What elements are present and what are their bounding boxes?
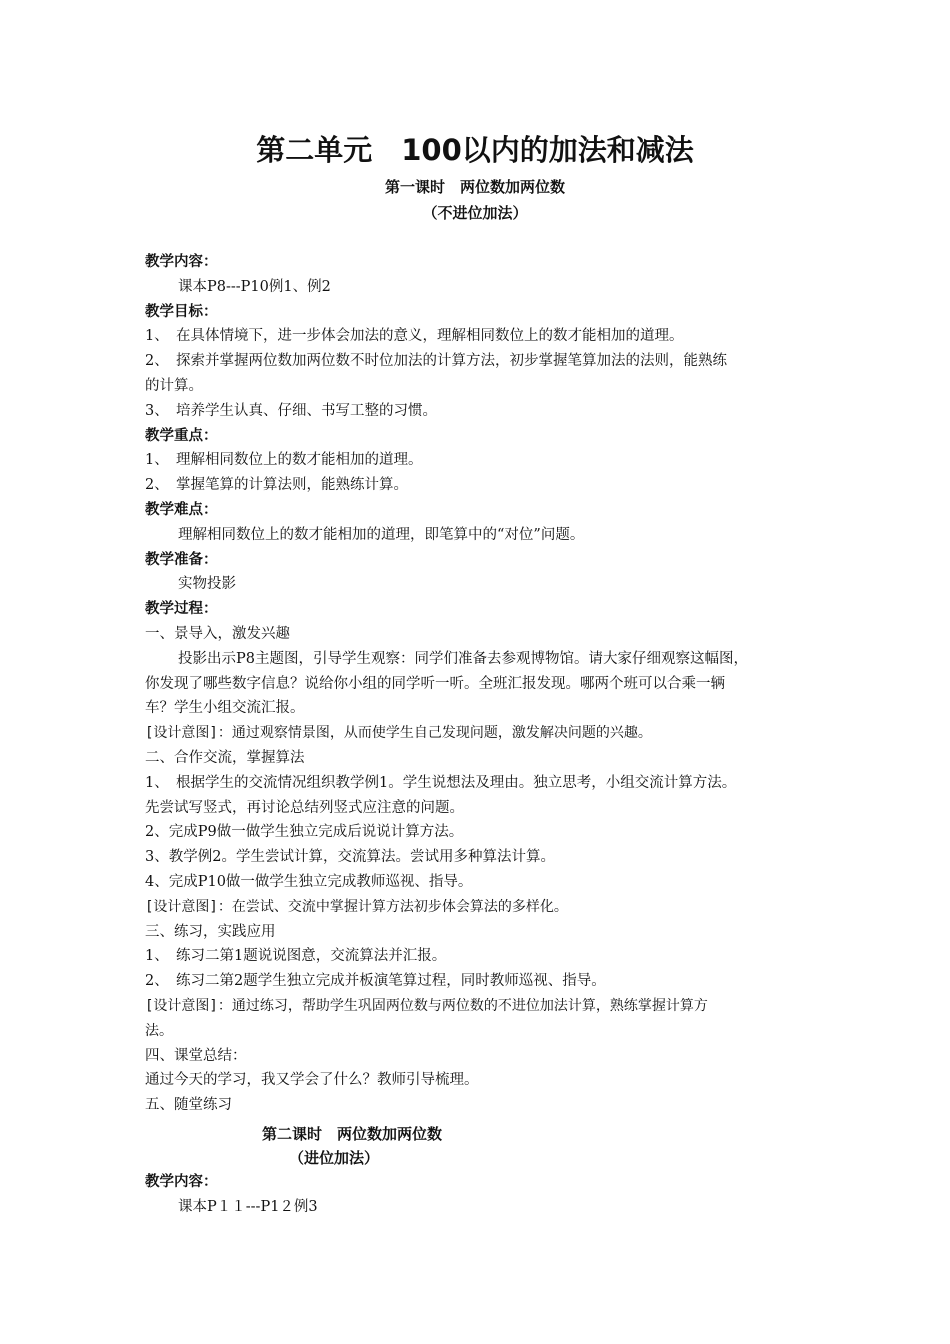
text-line: 五、随堂练习: [145, 1097, 232, 1114]
text-line: 1、 在具体情境下，进一步体会加法的意义，理解相同数位上的数才能相加的道理。: [145, 328, 684, 345]
section-heading: 教学准备：: [145, 551, 218, 568]
unit-title: 第二单元 100以内的加法和减法: [256, 133, 694, 167]
design-note-line: [设计意图]：通过观察情景图，从而使学生自己发现问题，激发解决问题的兴趣。: [145, 725, 652, 742]
section-heading: 教学过程：: [145, 601, 218, 618]
section-heading: 教学内容：: [145, 254, 218, 270]
text-line: 2、完成P9做一做学生独立完成后说说计算方法。: [145, 824, 464, 841]
design-note-line: [设计意图]：通过练习，帮助学生巩固两位数与两位数的不进位加法计算，熟练掌握计算方: [145, 997, 708, 1014]
lesson1-subtitle: （不进位加法）: [422, 204, 528, 222]
text-line: 三、练习，实践应用: [145, 923, 276, 940]
text-line: 的计算。: [145, 377, 203, 394]
text-line: 理解相同数位上的数才能相加的道理，即笔算中的“对位”问题。: [178, 526, 585, 543]
text-line: 通过今天的学习，我又学会了什么？教师引导梳理。: [145, 1072, 479, 1089]
lesson2-title: 第二课时 两位数加两位数: [262, 1125, 443, 1143]
text-line: 1、 根据学生的交流情况组织教学例1。学生说想法及理由。独立思考，小组交流计算方法。: [145, 774, 737, 791]
text-line: 先尝试写竖式，再讨论总结列竖式应注意的问题。: [145, 799, 464, 816]
text-line: 投影出示P8主题图，引导学生观察：同学们准备去参观博物馆。请大家仔细观察这幅图，: [178, 650, 748, 667]
text-line: 3、教学例2。学生尝试计算，交流算法。尝试用多种算法计算。: [145, 849, 555, 866]
lesson1-title: 第一课时 两位数加两位数: [384, 178, 565, 196]
text-line: 2、 探索并掌握两位数加两位数不时位加法的计算方法，初步掌握笔算加法的法则，能熟练: [145, 353, 727, 370]
text-line: 2、 掌握笔算的计算法则，能熟练计算。: [145, 477, 408, 494]
section-heading: 教学目标：: [145, 303, 218, 320]
design-note-line: [设计意图]：在尝试、交流中掌握计算方法初步体会算法的多样化。: [145, 898, 568, 915]
text-line: 一、景导入，激发兴趣: [145, 625, 290, 642]
text-line: 2、 练习二第2题学生独立完成并板演笔算过程，同时教师巡视、指导。: [145, 973, 606, 990]
text-line: 1、 理解相同数位上的数才能相加的道理。: [145, 452, 423, 469]
text-line: 课本P１１---P1２例3: [178, 1198, 318, 1215]
text-line: 车？学生小组交流汇报。: [145, 700, 305, 717]
text-line: 课本P8---P10例1、例2: [178, 278, 331, 295]
lesson2-subtitle: （进位加法）: [289, 1149, 380, 1167]
section-heading: 教学重点：: [145, 427, 218, 444]
text-line: 二、合作交流，掌握算法: [145, 749, 305, 766]
section-heading: 教学内容：: [145, 1174, 218, 1190]
text-line: 3、 培养学生认真、仔细、书写工整的习惯。: [145, 402, 437, 419]
text-line: 你发现了哪些数字信息？说给你小组的同学听一听。全班汇报发现。哪两个班可以合乘一辆: [145, 675, 725, 692]
text-line: 四、课堂总结：: [145, 1047, 247, 1064]
text-line: 4、完成P10做一做学生独立完成教师巡视、指导。: [145, 873, 473, 890]
section-heading: 教学难点：: [145, 501, 218, 518]
text-line: 实物投影: [178, 576, 236, 593]
lesson1-body: [145, 250, 825, 1118]
design-note-line: 法。: [145, 1022, 173, 1039]
lesson2-body: [145, 1170, 825, 1220]
text-line: 1、 练习二第1题说说图意，交流算法并汇报。: [145, 948, 447, 965]
